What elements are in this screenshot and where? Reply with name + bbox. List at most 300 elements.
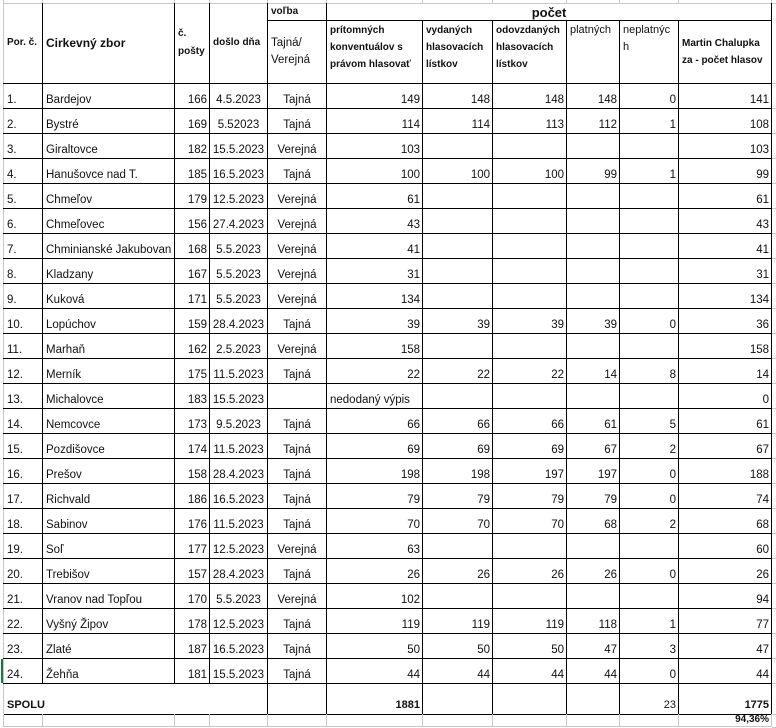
- cell-received-date[interactable]: 15.5.2023: [210, 384, 268, 409]
- cell-vote-type[interactable]: Tajná: [268, 609, 327, 634]
- cell-vote-type[interactable]: Verejná: [268, 234, 327, 259]
- cell-vote-type[interactable]: Verejná: [268, 259, 327, 284]
- cell-invalid-ballots[interactable]: 0: [620, 309, 679, 334]
- cell-missing-statement-note[interactable]: nedodaný výpis: [327, 384, 423, 409]
- cell-church-name[interactable]: Chminianské Jakubovan: [43, 234, 175, 259]
- cell-invalid-ballots[interactable]: [620, 259, 679, 284]
- cell-issued-ballots[interactable]: [423, 384, 493, 409]
- cell-row-number[interactable]: 23.: [4, 634, 43, 659]
- cell-vote-type[interactable]: Tajná: [268, 459, 327, 484]
- total-cell-valid[interactable]: [567, 684, 620, 715]
- cell-issued-ballots[interactable]: 69: [423, 434, 493, 459]
- cell-church-name[interactable]: Sabinov: [43, 509, 175, 534]
- cell-vote-type[interactable]: Verejná: [268, 134, 327, 159]
- cell-church-name[interactable]: Merník: [43, 359, 175, 384]
- cell-candidate-votes[interactable]: 61: [679, 184, 772, 209]
- cell-issued-ballots[interactable]: 44: [423, 659, 493, 684]
- cell-invalid-ballots[interactable]: 1: [620, 609, 679, 634]
- cell-invalid-ballots[interactable]: 2: [620, 509, 679, 534]
- col-header-present[interactable]: [327, 21, 423, 84]
- cell-present-count[interactable]: 149: [327, 84, 423, 109]
- cell-valid-ballots[interactable]: 26: [567, 559, 620, 584]
- vote-percentage[interactable]: 94,36%: [679, 714, 772, 727]
- cell-valid-ballots[interactable]: 61: [567, 409, 620, 434]
- cell-issued-ballots[interactable]: 114: [423, 109, 493, 134]
- cell-returned-ballots[interactable]: 197: [493, 459, 567, 484]
- cell-invalid-ballots[interactable]: 0: [620, 459, 679, 484]
- empty-cell[interactable]: [327, 714, 423, 727]
- cell-vote-type[interactable]: [268, 384, 327, 409]
- cell-post-number[interactable]: 175: [175, 359, 210, 384]
- cell-returned-ballots[interactable]: [493, 384, 567, 409]
- cell-present-count[interactable]: 43: [327, 209, 423, 234]
- cell-received-date[interactable]: 9.5.2023: [210, 409, 268, 434]
- cell-returned-ballots[interactable]: [493, 209, 567, 234]
- cell-received-date[interactable]: 4.5.2023: [210, 84, 268, 109]
- cell-returned-ballots[interactable]: 70: [493, 509, 567, 534]
- group-header-count[interactable]: [327, 4, 772, 21]
- empty-cell[interactable]: [43, 714, 175, 727]
- col-header-candidate-votes[interactable]: [679, 21, 772, 84]
- cell-church-name[interactable]: Giraltovce: [43, 134, 175, 159]
- cell-present-count[interactable]: 114: [327, 109, 423, 134]
- cell-valid-ballots[interactable]: [567, 584, 620, 609]
- cell-invalid-ballots[interactable]: [620, 384, 679, 409]
- cell-vote-type[interactable]: Verejná: [268, 584, 327, 609]
- cell-valid-ballots[interactable]: 68: [567, 509, 620, 534]
- cell-valid-ballots[interactable]: 39: [567, 309, 620, 334]
- cell-invalid-ballots[interactable]: 0: [620, 84, 679, 109]
- cell-received-date[interactable]: 5.5.2023: [210, 284, 268, 309]
- cell-issued-ballots[interactable]: 50: [423, 634, 493, 659]
- cell-issued-ballots[interactable]: 22: [423, 359, 493, 384]
- cell-row-number[interactable]: 1.: [4, 84, 43, 109]
- cell-valid-ballots[interactable]: [567, 134, 620, 159]
- cell-row-number[interactable]: 24.: [4, 659, 43, 684]
- cell-row-number[interactable]: 16.: [4, 459, 43, 484]
- cell-valid-ballots[interactable]: [567, 334, 620, 359]
- cell-received-date[interactable]: 28.4.2023: [210, 309, 268, 334]
- cell-invalid-ballots[interactable]: 0: [620, 484, 679, 509]
- cell-invalid-ballots[interactable]: [620, 184, 679, 209]
- cell-church-name[interactable]: Vyšný Žipov: [43, 609, 175, 634]
- cell-valid-ballots[interactable]: 67: [567, 434, 620, 459]
- total-invalid[interactable]: 23: [620, 684, 679, 715]
- cell-received-date[interactable]: 12.5.2023: [210, 534, 268, 559]
- cell-received-date[interactable]: 15.5.2023: [210, 659, 268, 684]
- cell-post-number[interactable]: 168: [175, 234, 210, 259]
- cell-returned-ballots[interactable]: [493, 284, 567, 309]
- cell-candidate-votes[interactable]: 60: [679, 534, 772, 559]
- total-candidate-votes[interactable]: 1775: [679, 684, 772, 715]
- cell-row-number[interactable]: 8.: [4, 259, 43, 284]
- cell-candidate-votes[interactable]: 158: [679, 334, 772, 359]
- cell-received-date[interactable]: 5.5.2023: [210, 584, 268, 609]
- cell-returned-ballots[interactable]: [493, 259, 567, 284]
- cell-candidate-votes[interactable]: 31: [679, 259, 772, 284]
- cell-candidate-votes[interactable]: 0: [679, 384, 772, 409]
- cell-returned-ballots[interactable]: 26: [493, 559, 567, 584]
- cell-present-count[interactable]: 41: [327, 234, 423, 259]
- col-header-issued-line: lístkov: [426, 59, 458, 70]
- cell-post-number[interactable]: 182: [175, 134, 210, 159]
- cell-vote-type[interactable]: Tajná: [268, 509, 327, 534]
- cell-received-date[interactable]: 12.5.2023: [210, 609, 268, 634]
- cell-candidate-votes[interactable]: 67: [679, 434, 772, 459]
- empty-cell[interactable]: [268, 714, 327, 727]
- cell-issued-ballots[interactable]: [423, 184, 493, 209]
- cell-issued-ballots[interactable]: 148: [423, 84, 493, 109]
- cell-returned-ballots[interactable]: [493, 584, 567, 609]
- cell-candidate-votes[interactable]: 41: [679, 234, 772, 259]
- cell-valid-ballots[interactable]: [567, 284, 620, 309]
- cell-issued-ballots[interactable]: 70: [423, 509, 493, 534]
- cell-vote-type[interactable]: Tajná: [268, 159, 327, 184]
- cell-vote-type[interactable]: Verejná: [268, 184, 327, 209]
- col-header-issued[interactable]: [423, 21, 493, 84]
- cell-issued-ballots[interactable]: 26: [423, 559, 493, 584]
- cell-issued-ballots[interactable]: [423, 584, 493, 609]
- cell-present-count[interactable]: 158: [327, 334, 423, 359]
- total-cell-returned[interactable]: [493, 684, 567, 715]
- cell-valid-ballots[interactable]: [567, 259, 620, 284]
- gridline: [772, 583, 776, 584]
- total-cell-issued[interactable]: [423, 684, 493, 715]
- gridline: [772, 83, 776, 84]
- cell-vote-type[interactable]: Tajná: [268, 309, 327, 334]
- cell-invalid-ballots[interactable]: [620, 534, 679, 559]
- col-header-church[interactable]: [43, 4, 175, 84]
- cell-invalid-ballots[interactable]: 3: [620, 634, 679, 659]
- cell-returned-ballots[interactable]: [493, 334, 567, 359]
- col-header-invalid[interactable]: [620, 21, 679, 84]
- cell-row-number[interactable]: 13.: [4, 384, 43, 409]
- col-header-returned[interactable]: [493, 21, 567, 84]
- cell-church-name[interactable]: Žehňa: [43, 659, 175, 684]
- cell-present-count[interactable]: 70: [327, 509, 423, 534]
- cell-issued-ballots[interactable]: [423, 259, 493, 284]
- cell-issued-ballots[interactable]: [423, 134, 493, 159]
- cell-candidate-votes[interactable]: 94: [679, 584, 772, 609]
- cell-received-date[interactable]: 5.52023: [210, 109, 268, 134]
- col-header-vote-type[interactable]: [268, 21, 327, 84]
- cell-church-name[interactable]: Vranov nad Topľou: [43, 584, 175, 609]
- col-header-post-number[interactable]: [175, 4, 210, 84]
- cell-vote-type[interactable]: Tajná: [268, 359, 327, 384]
- cell-valid-ballots[interactable]: 148: [567, 84, 620, 109]
- cell-candidate-votes[interactable]: 74: [679, 484, 772, 509]
- cell-post-number[interactable]: 179: [175, 184, 210, 209]
- cell-candidate-votes[interactable]: 14: [679, 359, 772, 384]
- cell-vote-type[interactable]: Verejná: [268, 209, 327, 234]
- empty-cell[interactable]: [567, 714, 620, 727]
- cell-post-number[interactable]: 167: [175, 259, 210, 284]
- cell-row-number[interactable]: 7.: [4, 234, 43, 259]
- cell-issued-ballots[interactable]: 66: [423, 409, 493, 434]
- empty-cell[interactable]: [210, 714, 268, 727]
- col-header-received[interactable]: [210, 4, 268, 84]
- cell-present-count[interactable]: 66: [327, 409, 423, 434]
- cell-valid-ballots[interactable]: [567, 534, 620, 559]
- col-header-valid[interactable]: [567, 21, 620, 84]
- cell-present-count[interactable]: 61: [327, 184, 423, 209]
- cell-valid-ballots[interactable]: [567, 234, 620, 259]
- cell-present-count[interactable]: 69: [327, 434, 423, 459]
- cell-received-date[interactable]: 2.5.2023: [210, 334, 268, 359]
- cell-row-number[interactable]: 19.: [4, 534, 43, 559]
- cell-returned-ballots[interactable]: 69: [493, 434, 567, 459]
- cell-row-number[interactable]: 22.: [4, 609, 43, 634]
- cell-received-date[interactable]: 15.5.2023: [210, 134, 268, 159]
- cell-church-name[interactable]: Kuková: [43, 284, 175, 309]
- cell-issued-ballots[interactable]: [423, 209, 493, 234]
- cell-church-name[interactable]: Chmeľovec: [43, 209, 175, 234]
- cell-valid-ballots[interactable]: [567, 184, 620, 209]
- cell-invalid-ballots[interactable]: 5: [620, 409, 679, 434]
- cell-issued-ballots[interactable]: 79: [423, 484, 493, 509]
- cell-post-number[interactable]: 176: [175, 509, 210, 534]
- cell-row-number[interactable]: 11.: [4, 334, 43, 359]
- cell-church-name[interactable]: Zlaté: [43, 634, 175, 659]
- cell-candidate-votes[interactable]: 61: [679, 409, 772, 434]
- cell-post-number[interactable]: 183: [175, 384, 210, 409]
- cell-present-count[interactable]: 26: [327, 559, 423, 584]
- cell-present-count[interactable]: 22: [327, 359, 423, 384]
- cell-invalid-ballots[interactable]: [620, 209, 679, 234]
- cell-post-number[interactable]: 173: [175, 409, 210, 434]
- cell-present-count[interactable]: 63: [327, 534, 423, 559]
- cell-candidate-votes[interactable]: 103: [679, 134, 772, 159]
- cell-row-number[interactable]: 3.: [4, 134, 43, 159]
- cell-vote-type[interactable]: Verejná: [268, 284, 327, 309]
- col-header-order[interactable]: [4, 4, 43, 84]
- cell-invalid-ballots[interactable]: 0: [620, 659, 679, 684]
- cell-invalid-ballots[interactable]: 8: [620, 359, 679, 384]
- cell-returned-ballots[interactable]: 22: [493, 359, 567, 384]
- cell-returned-ballots[interactable]: 113: [493, 109, 567, 134]
- cell-returned-ballots[interactable]: 44: [493, 659, 567, 684]
- cell-church-name[interactable]: Soľ: [43, 534, 175, 559]
- cell-valid-ballots[interactable]: 47: [567, 634, 620, 659]
- cell-invalid-ballots[interactable]: [620, 134, 679, 159]
- cell-post-number[interactable]: 187: [175, 634, 210, 659]
- cell-post-number[interactable]: 170: [175, 584, 210, 609]
- cell-valid-ballots[interactable]: 118: [567, 609, 620, 634]
- cell-issued-ballots[interactable]: [423, 534, 493, 559]
- cell-returned-ballots[interactable]: [493, 184, 567, 209]
- cell-candidate-votes[interactable]: 44: [679, 659, 772, 684]
- cell-church-name[interactable]: Pozdišovce: [43, 434, 175, 459]
- total-present[interactable]: 1881: [327, 684, 423, 715]
- cell-returned-ballots[interactable]: 119: [493, 609, 567, 634]
- cell-returned-ballots[interactable]: 148: [493, 84, 567, 109]
- cell-candidate-votes[interactable]: 47: [679, 634, 772, 659]
- cell-issued-ballots[interactable]: [423, 284, 493, 309]
- cell-post-number[interactable]: 158: [175, 459, 210, 484]
- cell-vote-type[interactable]: Tajná: [268, 659, 327, 684]
- cell-church-name[interactable]: Bardejov: [43, 84, 175, 109]
- cell-post-number[interactable]: 166: [175, 84, 210, 109]
- empty-cell[interactable]: [175, 714, 210, 727]
- cell-present-count[interactable]: 198: [327, 459, 423, 484]
- cell-row-number[interactable]: 14.: [4, 409, 43, 434]
- cell-row-number[interactable]: 17.: [4, 484, 43, 509]
- cell-row-number[interactable]: 5.: [4, 184, 43, 209]
- total-cell-vote-type[interactable]: [268, 684, 327, 715]
- empty-cell[interactable]: [423, 714, 493, 727]
- cell-invalid-ballots[interactable]: [620, 584, 679, 609]
- cell-present-count[interactable]: 134: [327, 284, 423, 309]
- cell-post-number[interactable]: 156: [175, 209, 210, 234]
- cell-received-date[interactable]: 16.5.2023: [210, 634, 268, 659]
- cell-row-number[interactable]: 10.: [4, 309, 43, 334]
- cell-received-date[interactable]: 16.5.2023: [210, 159, 268, 184]
- cell-vote-type[interactable]: Tajná: [268, 109, 327, 134]
- cell-post-number[interactable]: 178: [175, 609, 210, 634]
- cell-post-number[interactable]: 181: [175, 659, 210, 684]
- cell-candidate-votes[interactable]: 188: [679, 459, 772, 484]
- cell-invalid-ballots[interactable]: 2: [620, 434, 679, 459]
- cell-church-name[interactable]: Kladzany: [43, 259, 175, 284]
- group-header-vote[interactable]: [268, 4, 327, 21]
- cell-post-number[interactable]: 185: [175, 159, 210, 184]
- cell-post-number[interactable]: 159: [175, 309, 210, 334]
- cell-church-name[interactable]: Nemcovce: [43, 409, 175, 434]
- cell-present-count[interactable]: 79: [327, 484, 423, 509]
- cell-vote-type[interactable]: Tajná: [268, 84, 327, 109]
- cell-row-number[interactable]: 18.: [4, 509, 43, 534]
- cell-row-number[interactable]: 6.: [4, 209, 43, 234]
- cell-vote-type[interactable]: Tajná: [268, 409, 327, 434]
- cell-vote-type[interactable]: Verejná: [268, 334, 327, 359]
- cell-candidate-votes[interactable]: 134: [679, 284, 772, 309]
- cell-post-number[interactable]: 162: [175, 334, 210, 359]
- cell-present-count[interactable]: 119: [327, 609, 423, 634]
- cell-returned-ballots[interactable]: 39: [493, 309, 567, 334]
- cell-returned-ballots[interactable]: 66: [493, 409, 567, 434]
- cell-valid-ballots[interactable]: 197: [567, 459, 620, 484]
- cell-post-number[interactable]: 169: [175, 109, 210, 134]
- cell-church-name[interactable]: Lopúchov: [43, 309, 175, 334]
- cell-present-count[interactable]: 103: [327, 134, 423, 159]
- cell-received-date[interactable]: 11.5.2023: [210, 359, 268, 384]
- cell-candidate-votes[interactable]: 68: [679, 509, 772, 534]
- cell-post-number[interactable]: 157: [175, 559, 210, 584]
- cell-candidate-votes[interactable]: 141: [679, 84, 772, 109]
- cell-invalid-ballots[interactable]: 0: [620, 559, 679, 584]
- cell-invalid-ballots[interactable]: [620, 234, 679, 259]
- cell-vote-type[interactable]: Tajná: [268, 484, 327, 509]
- total-label[interactable]: SPOLU: [4, 684, 268, 715]
- cell-vote-type[interactable]: Tajná: [268, 634, 327, 659]
- cell-church-name[interactable]: Chmeľov: [43, 184, 175, 209]
- cell-valid-ballots[interactable]: [567, 384, 620, 409]
- cell-issued-ballots[interactable]: [423, 334, 493, 359]
- cell-candidate-votes[interactable]: 108: [679, 109, 772, 134]
- cell-received-date[interactable]: 12.5.2023: [210, 184, 268, 209]
- cell-received-date[interactable]: 11.5.2023: [210, 509, 268, 534]
- cell-row-number[interactable]: 12.: [4, 359, 43, 384]
- cell-issued-ballots[interactable]: [423, 234, 493, 259]
- empty-cell[interactable]: [4, 714, 43, 727]
- cell-post-number[interactable]: 171: [175, 284, 210, 309]
- cell-returned-ballots[interactable]: 50: [493, 634, 567, 659]
- cell-invalid-ballots[interactable]: 1: [620, 159, 679, 184]
- gridline: [772, 358, 776, 359]
- cell-present-count[interactable]: 100: [327, 159, 423, 184]
- cell-present-count[interactable]: 102: [327, 584, 423, 609]
- cell-returned-ballots[interactable]: [493, 234, 567, 259]
- cell-invalid-ballots[interactable]: [620, 284, 679, 309]
- cell-returned-ballots[interactable]: [493, 534, 567, 559]
- cell-received-date[interactable]: 27.4.2023: [210, 209, 268, 234]
- cell-church-name[interactable]: Bystré: [43, 109, 175, 134]
- cell-issued-ballots[interactable]: 100: [423, 159, 493, 184]
- cell-issued-ballots[interactable]: 119: [423, 609, 493, 634]
- cell-candidate-votes[interactable]: 26: [679, 559, 772, 584]
- cell-received-date[interactable]: 28.4.2023: [210, 559, 268, 584]
- cell-valid-ballots[interactable]: 79: [567, 484, 620, 509]
- cell-vote-type[interactable]: Tajná: [268, 559, 327, 584]
- cell-issued-ballots[interactable]: 39: [423, 309, 493, 334]
- cell-vote-type[interactable]: Verejná: [268, 534, 327, 559]
- cell-received-date[interactable]: 11.5.2023: [210, 434, 268, 459]
- cell-church-name[interactable]: Michalovce: [43, 384, 175, 409]
- cell-church-name[interactable]: Marhaň: [43, 334, 175, 359]
- cell-row-number[interactable]: 2.: [4, 109, 43, 134]
- cell-valid-ballots[interactable]: [567, 209, 620, 234]
- cell-present-count[interactable]: 39: [327, 309, 423, 334]
- cell-candidate-votes[interactable]: 99: [679, 159, 772, 184]
- cell-post-number[interactable]: 177: [175, 534, 210, 559]
- cell-church-name[interactable]: Prešov: [43, 459, 175, 484]
- cell-row-number[interactable]: 4.: [4, 159, 43, 184]
- cell-candidate-votes[interactable]: 43: [679, 209, 772, 234]
- cell-returned-ballots[interactable]: [493, 134, 567, 159]
- cell-post-number[interactable]: 186: [175, 484, 210, 509]
- empty-cell[interactable]: [493, 714, 567, 727]
- cell-valid-ballots[interactable]: 112: [567, 109, 620, 134]
- cell-issued-ballots[interactable]: 198: [423, 459, 493, 484]
- cell-received-date[interactable]: 16.5.2023: [210, 484, 268, 509]
- cell-valid-ballots[interactable]: 14: [567, 359, 620, 384]
- cell-post-number[interactable]: 174: [175, 434, 210, 459]
- cell-present-count[interactable]: 50: [327, 634, 423, 659]
- cell-row-number[interactable]: 15.: [4, 434, 43, 459]
- cell-received-date[interactable]: 28.4.2023: [210, 459, 268, 484]
- cell-church-name[interactable]: Hanušovce nad T.: [43, 159, 175, 184]
- cell-candidate-votes[interactable]: 77: [679, 609, 772, 634]
- cell-church-name[interactable]: Richvald: [43, 484, 175, 509]
- cell-valid-ballots[interactable]: 44: [567, 659, 620, 684]
- cell-row-number[interactable]: 9.: [4, 284, 43, 309]
- cell-present-count[interactable]: 31: [327, 259, 423, 284]
- cell-returned-ballots[interactable]: 79: [493, 484, 567, 509]
- cell-received-date[interactable]: 5.5.2023: [210, 234, 268, 259]
- cell-received-date[interactable]: 5.5.2023: [210, 259, 268, 284]
- cell-row-number[interactable]: 20.: [4, 559, 43, 584]
- cell-invalid-ballots[interactable]: 1: [620, 109, 679, 134]
- cell-returned-ballots[interactable]: 100: [493, 159, 567, 184]
- cell-invalid-ballots[interactable]: [620, 334, 679, 359]
- cell-valid-ballots[interactable]: 99: [567, 159, 620, 184]
- cell-row-number[interactable]: 21.: [4, 584, 43, 609]
- cell-candidate-votes[interactable]: 36: [679, 309, 772, 334]
- empty-cell[interactable]: [620, 714, 679, 727]
- cell-vote-type[interactable]: Tajná: [268, 434, 327, 459]
- cell-present-count[interactable]: 44: [327, 659, 423, 684]
- cell-church-name[interactable]: Trebišov: [43, 559, 175, 584]
